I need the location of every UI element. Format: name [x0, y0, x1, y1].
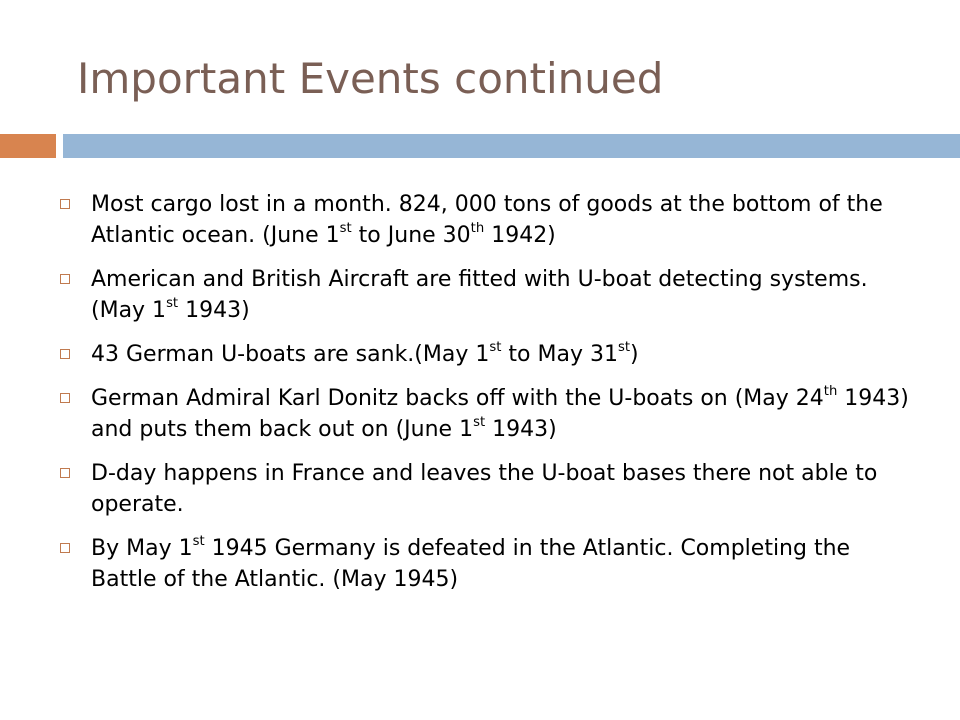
list-item: [60, 339, 920, 370]
bullet-text: [91, 383, 909, 442]
text-segment: 1943): [485, 417, 557, 442]
text-segment: 1945 Germany is defeated in the Atlantic. Completing the Battle of the Atlantic. (May 1945): [91, 536, 851, 592]
list-item: [60, 383, 920, 445]
ordinal-suffix: st: [339, 220, 352, 236]
list-item: [60, 533, 920, 595]
ordinal-suffix: th: [470, 220, 485, 236]
ordinal-suffix: st: [473, 414, 486, 430]
ordinal-suffix: st: [166, 295, 179, 311]
text-segment: 1943): [178, 298, 250, 323]
text-segment: 1943) and puts them back out on (June 1: [91, 386, 909, 442]
bullet-text: [91, 192, 883, 248]
text-segment: 1942): [484, 223, 556, 248]
text-segment: ): [630, 342, 639, 367]
hollow-square-icon: [60, 199, 70, 209]
title-underline-bar: [63, 134, 960, 158]
hollow-square-icon: [60, 349, 70, 359]
text-segment: German Admiral Karl Donitz backs off with the U-boats on (May 24: [91, 386, 824, 411]
bullet-text: [91, 533, 851, 592]
hollow-square-icon: [60, 274, 70, 284]
text-segment: to June 30: [351, 223, 471, 248]
list-item: [60, 264, 920, 326]
list-item: [60, 458, 920, 520]
bullet-text: [91, 339, 639, 367]
text-segment: 43 German U-boats are sank.(May 1: [91, 342, 490, 367]
hollow-square-icon: [60, 393, 70, 403]
slide-title: Important Events continued: [77, 54, 664, 103]
ordinal-suffix: th: [823, 383, 838, 399]
text-segment: to May 31: [501, 342, 618, 367]
hollow-square-icon: [60, 543, 70, 553]
ordinal-suffix: st: [489, 339, 502, 355]
bullet-text: [91, 461, 877, 517]
text-segment: American and British Aircraft are fitted with U-boat detecting systems. (May 1: [91, 267, 868, 323]
title-accent-bar: [0, 134, 56, 158]
ordinal-suffix: st: [617, 339, 630, 355]
hollow-square-icon: [60, 468, 70, 478]
text-segment: D-day happens in France and leaves the U-boat bases there not able to operate.: [91, 461, 878, 517]
bullet-text: [91, 267, 868, 323]
text-segment: By May 1: [91, 536, 193, 561]
text-segment: Most cargo lost in a month. 824, 000 tons of goods at the bottom of the Atlantic ocean. (June 1: [91, 192, 883, 248]
bullet-list: [60, 189, 920, 608]
list-item: [60, 189, 920, 251]
ordinal-suffix: st: [192, 533, 205, 549]
